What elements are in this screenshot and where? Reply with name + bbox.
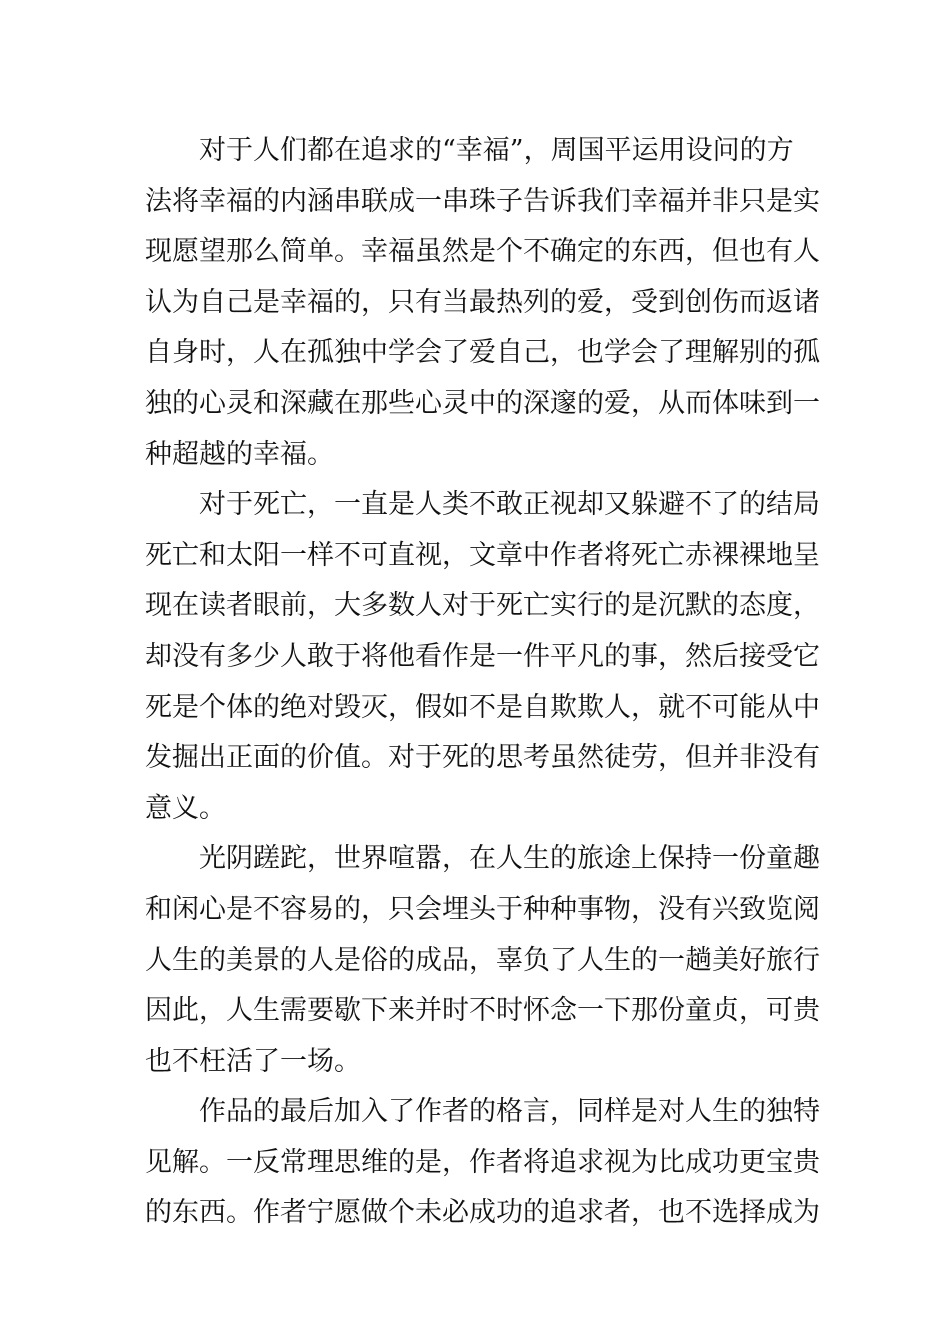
text-line: 死是个体的绝对毁灭，假如不是自欺欺人，就不可能从中: [145, 691, 820, 723]
paragraph-death: [145, 480, 820, 834]
text-line: 人生的美景的人是俗的成品，辜负了人生的一趟美好旅行: [145, 944, 820, 976]
paragraph-aphorism: [145, 1087, 820, 1239]
text-line: 独的心灵和深藏在那些心灵中的深邃的爱，从而体味到一: [145, 387, 820, 419]
text-line: 自身时，人在孤独中学会了爱自己，也学会了理解别的孤: [145, 337, 820, 369]
text-line: 也不枉活了一场。: [145, 1045, 361, 1077]
text-line: 却没有多少人敢于将他看作是一件平凡的事，然后接受它: [145, 640, 820, 672]
text-line: 和闲心是不容易的，只会埋头于种种事物，没有兴致览阅: [145, 893, 820, 925]
text-line: 现愿望那么简单。幸福虽然是个不确定的东西，但也有人: [145, 236, 820, 268]
document-body: [145, 126, 820, 1239]
text-line: 见解。一反常理思维的是，作者将追求视为比成功更宝贵: [145, 1146, 820, 1178]
text-line: 对于死亡，一直是人类不敢正视却又躲避不了的结局: [199, 489, 820, 521]
text-line: 法将幸福的内涵串联成一串珠子告诉我们幸福并非只是实: [145, 185, 820, 217]
text-line: 因此，人生需要歇下来并时不时怀念一下那份童贞，可贵: [145, 995, 820, 1027]
paragraph-leisure: [145, 834, 820, 1087]
text-line: 对于人们都在追求的“幸福”，周国平运用设问的方: [199, 135, 794, 166]
text-line: 现在读者眼前，大多数人对于死亡实行的是沉默的态度，: [145, 590, 820, 622]
text-line: 意义。: [145, 792, 226, 824]
text-line: 光阴蹉跎，世界喧嚣，在人生的旅途上保持一份童趣: [199, 843, 820, 875]
paragraph-happiness: [145, 126, 820, 480]
text-line: 认为自己是幸福的，只有当最热列的爱，受到创伤而返诸: [145, 286, 820, 318]
text-line: 发掘出正面的价值。对于死的思考虽然徒劳，但并非没有: [145, 742, 820, 774]
text-line: 种超越的幸福。: [145, 438, 334, 470]
text-line: 的东西。作者宁愿做个未必成功的追求者，也不选择成为: [145, 1197, 820, 1229]
text-line: 死亡和太阳一样不可直视，文章中作者将死亡赤裸裸地呈: [145, 539, 820, 571]
text-line: 作品的最后加入了作者的格言，同样是对人生的独特: [199, 1096, 820, 1128]
